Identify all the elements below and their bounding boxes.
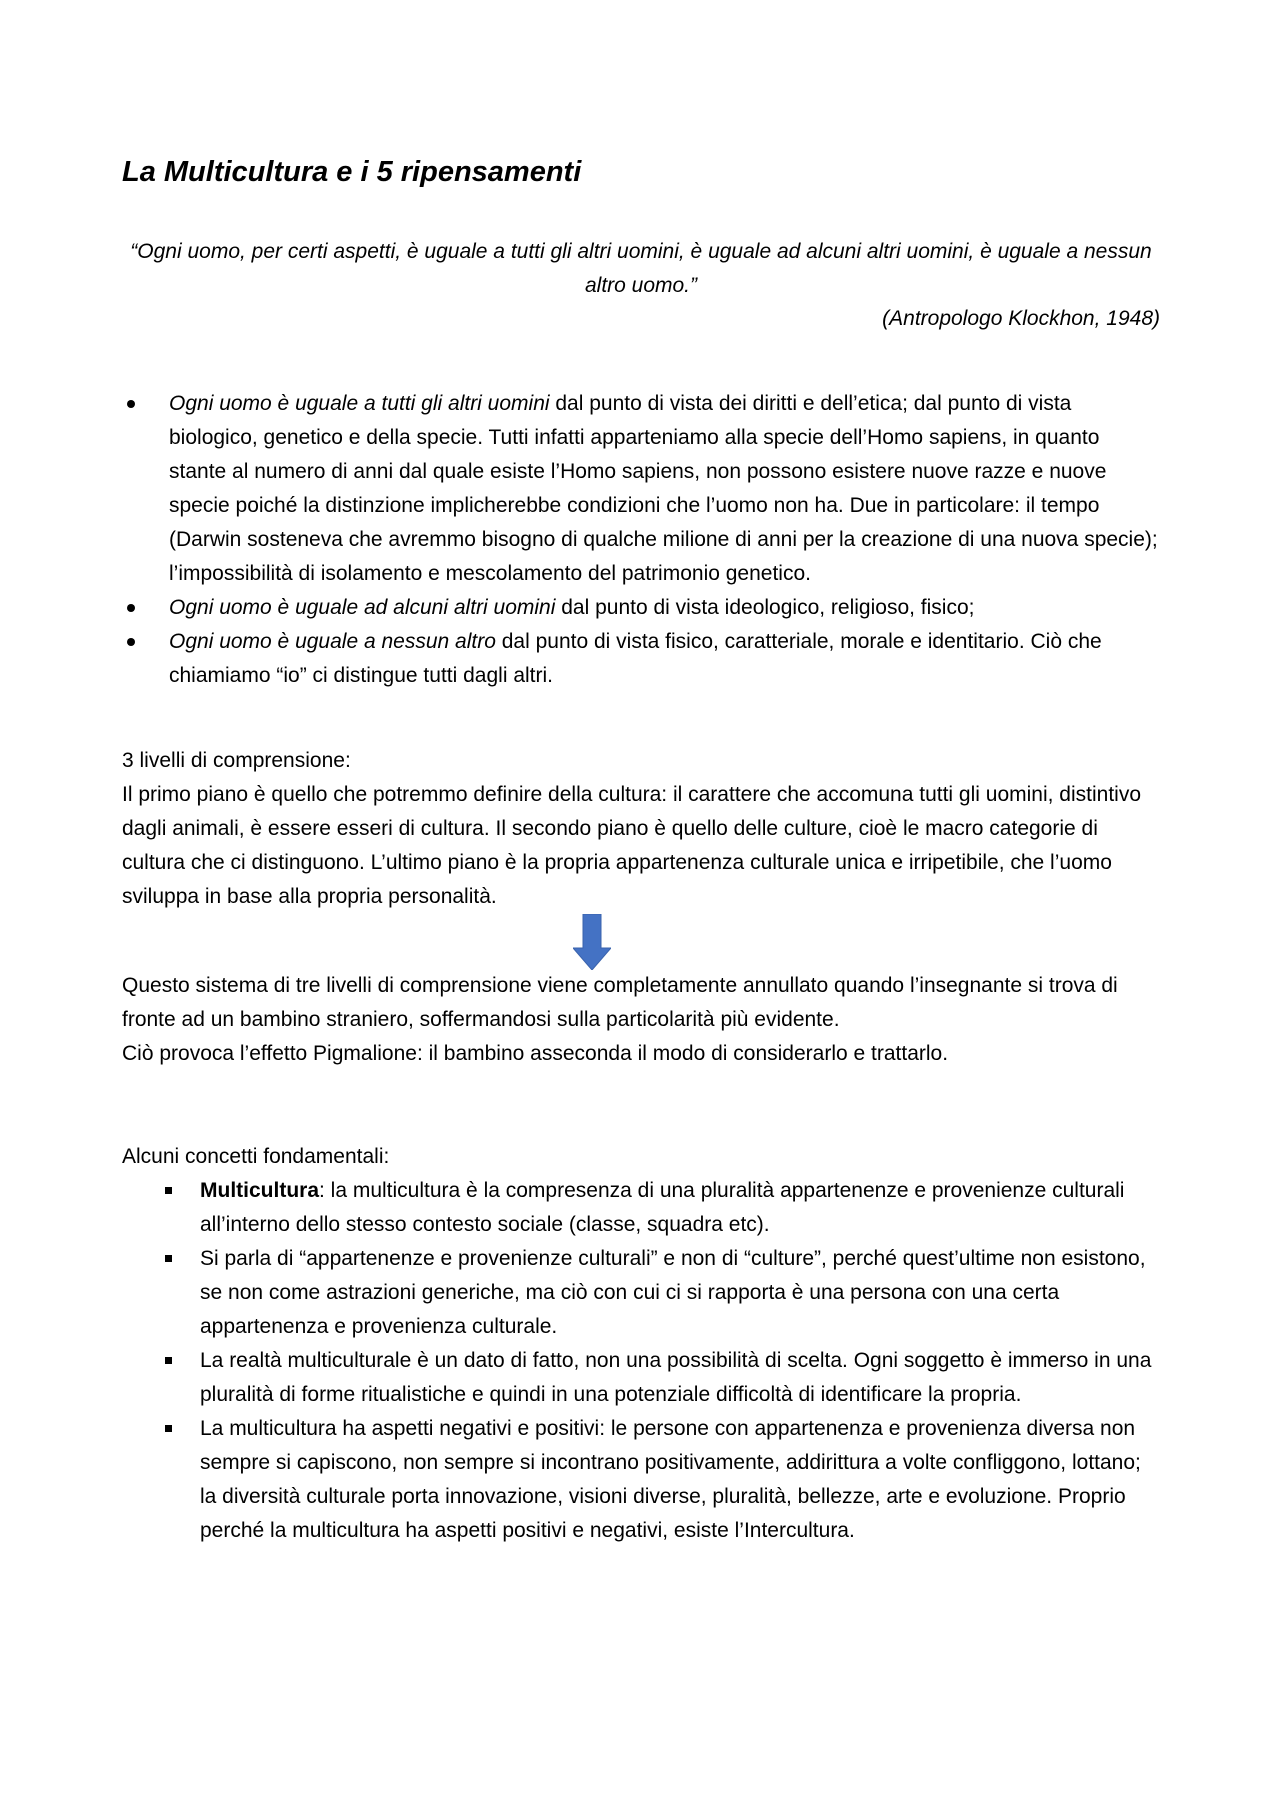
concept-text: La realtà multiculturale è un dato di fatto, non una possibilità di scelta. Ogni soggetto è immerso in una pluralità di forme ritualistiche e quindi in una potenziale difficoltà di identificare la propria. xyxy=(200,1349,1152,1406)
square-bullet-icon xyxy=(165,1425,172,1432)
bullet-dot-icon xyxy=(127,400,135,408)
bullet-dot-icon xyxy=(127,604,135,612)
list-item xyxy=(122,591,1160,625)
square-bullet-icon xyxy=(165,1187,172,1194)
bullet-lead: Ogni uomo è uguale a nessun altro xyxy=(169,630,496,653)
bullet-dot-icon xyxy=(127,638,135,646)
list-item xyxy=(122,625,1160,693)
concept-text: La multicultura ha aspetti negativi e positivi: le persone con appartenenza e provenienza diversa non sempre si capiscono, non sempre si incontrano positivamente, addirittura a volte confliggono, lottano; la diversità culturale porta innovazione, visioni diverse, pluralità, bellezze, arte e evoluzione. Proprio perché la multicultura ha aspetti positivi e negativi, esiste l’Intercultura. xyxy=(200,1417,1141,1542)
bullet-text: dal punto di vista ideologico, religioso, fisico; xyxy=(555,596,975,619)
list-item xyxy=(122,1412,1160,1548)
list-item xyxy=(122,387,1160,591)
concept-text: : la multicultura è la compresenza di una pluralità appartenenze e provenienze culturali all’interno dello stesso contesto sociale (classe, squadra etc). xyxy=(200,1179,1125,1236)
bullet-lead: Ogni uomo è uguale a tutti gli altri uomini xyxy=(169,392,550,415)
system-text: Questo sistema di tre livelli di comprensione viene completamente annullato quando l’insegnante si trova di fronte ad un bambino straniero, soffermandosi sulla particolarità più evidente. xyxy=(122,974,1118,1031)
down-arrow-icon xyxy=(573,914,611,970)
list-item xyxy=(122,1344,1160,1412)
concepts-section xyxy=(122,1140,1160,1548)
levels-text: Il primo piano è quello che potremmo definire della cultura: il carattere che accomuna tutti gli uomini, distintivo dagli animali, è essere esseri di cultura. Il secondo piano è quello delle culture, cioè le macro categorie di cultura che ci distinguono. L’ultimo piano è la propria appartenenza culturale unica e irripetibile, che l’uomo sviluppa in base alla propria personalità. xyxy=(122,783,1142,908)
system-section xyxy=(122,969,1160,1071)
bullet-text: dal punto di vista dei diritti e dell’etica; dal punto di vista biologico, genetico e della specie. Tutti infatti apparteniamo alla specie dell’Homo sapiens, in quanto stante al numero di anni dal quale esiste l’Homo sapiens, non possono esistere nuove razze e nuove specie poiché la distinzione implicherebbe condizioni che l’uomo non ha. Due in particolare: il tempo (Darwin sosteneva che avremmo bisogno di qualche milione di anni per la creazione di una nuova specie); l’impossibilità di isolamento e mescolamento del patrimonio genetico. xyxy=(169,392,1158,585)
square-bullet-icon xyxy=(165,1357,172,1364)
concepts-heading: Alcuni concetti fondamentali: xyxy=(122,1145,390,1168)
pigmalione-text: Ciò provoca l’effetto Pigmalione: il bambino asseconda il modo di considerarlo e trattarlo. xyxy=(122,1042,949,1065)
bullet-lead: Ogni uomo è uguale ad alcuni altri uomini xyxy=(169,596,556,619)
bullet-text: dal punto di vista fisico, caratteriale, morale e identitario. Ciò che chiamiamo “io” ci distingue tutti dagli altri. xyxy=(169,630,1102,687)
page-title: La Multicultura e i 5 ripensamenti xyxy=(122,156,582,188)
concept-lead: Multicultura xyxy=(200,1179,319,1202)
list-item xyxy=(122,1174,1160,1242)
quote-text: “Ogni uomo, per certi aspetti, è uguale a tutti gli altri uomini, è uguale ad alcuni altri uomini, è uguale a nessun altro uomo.” xyxy=(130,240,1152,297)
levels-section xyxy=(122,744,1160,914)
concept-text: Si parla di “appartenenze e provenienze culturali” e non di “culture”, perché quest’ultime non esistono, se non come astrazioni generiche, ma ciò con cui ci si rapporta è una persona con una certa appartenenza e provenienza culturale. xyxy=(200,1247,1146,1338)
levels-heading: 3 livelli di comprensione: xyxy=(122,749,351,772)
quote-source: (Antropologo Klockhon, 1948) xyxy=(882,307,1160,330)
concepts-list xyxy=(122,1174,1160,1548)
list-item xyxy=(122,1242,1160,1344)
bullet-list-uomo xyxy=(122,387,1160,693)
square-bullet-icon xyxy=(165,1255,172,1262)
